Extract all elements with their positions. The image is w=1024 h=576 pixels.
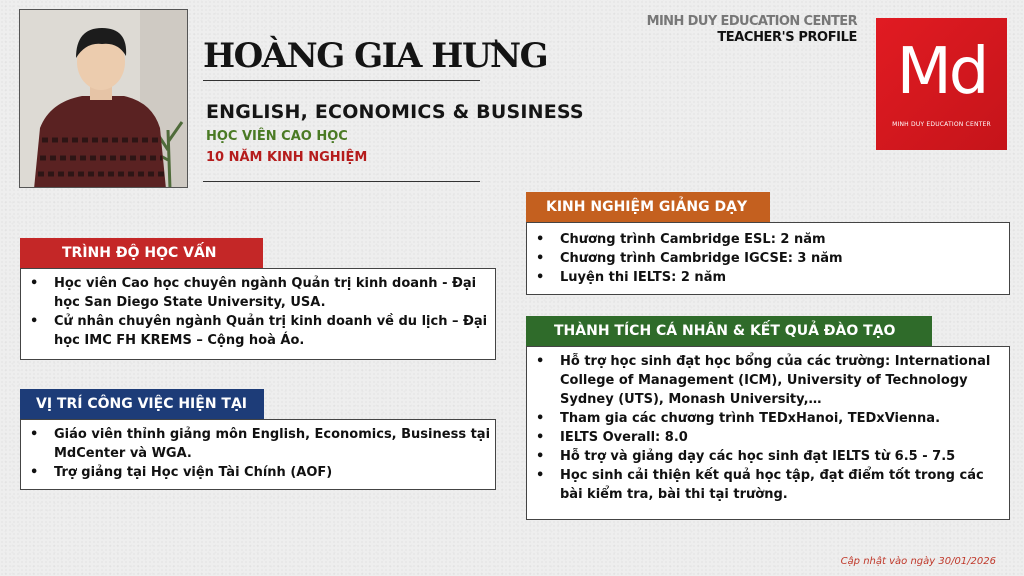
- achievement-item: • Tham gia các chương trình TEDxHanoi, TEDxVienna.: [560, 409, 999, 428]
- achievements-box: [526, 346, 1010, 520]
- logo-subtext: MINH DUY EDUCATION CENTER: [892, 121, 991, 128]
- teacher-experience-years: 10 NĂM KINH NGHIỆM: [206, 150, 368, 165]
- info-underline: [203, 181, 480, 182]
- education-box: [20, 268, 496, 360]
- current-position-header: VỊ TRÍ CÔNG VIỆC HIỆN TẠI: [20, 389, 264, 419]
- achievement-item: • Hỗ trợ học sinh đạt học bổng của các trường: International College of Management (ICM), University of Technology Sydney (UTS), Monash University,…: [560, 352, 999, 409]
- achievement-item: • IELTS Overall: 8.0: [560, 428, 999, 447]
- experience-item: • Luyện thi IELTS: 2 năm: [560, 268, 1009, 287]
- logo-text: Md: [896, 35, 987, 109]
- education-item: • Cử nhân chuyên ngành Quản trị kinh doanh về du lịch – Đại học IMC FH KREMS – Cộng hoà Áo.: [54, 312, 495, 350]
- center-name: MINH DUY EDUCATION CENTER: [646, 14, 857, 29]
- position-item: • Giáo viên thỉnh giảng môn English, Economics, Business tại MdCenter và WGA.: [54, 425, 495, 463]
- experience-item: • Chương trình Cambridge ESL: 2 năm: [560, 230, 1009, 249]
- teacher-subjects: ENGLISH, ECONOMICS & BUSINESS: [206, 101, 584, 123]
- page-title: TEACHER'S PROFILE: [717, 30, 857, 45]
- achievement-item: • Học sinh cải thiện kết quả học tập, đạt điểm tốt trong các bài kiểm tra, bài thi tại trường.: [560, 466, 999, 504]
- achievement-item: • Hỗ trợ và giảng dạy các học sinh đạt IELTS từ 6.5 - 7.5: [560, 447, 999, 466]
- md-logo: [876, 18, 1007, 150]
- teacher-name: HOÀNG GIA HƯNG: [203, 36, 548, 76]
- name-underline: [203, 80, 480, 81]
- education-header: TRÌNH ĐỘ HỌC VẤN: [20, 238, 263, 268]
- teacher-degree: HỌC VIÊN CAO HỌC: [206, 129, 348, 144]
- teaching-experience-box: [526, 222, 1010, 295]
- achievements-header: THÀNH TÍCH CÁ NHÂN & KẾT QUẢ ĐÀO TẠO: [526, 316, 932, 346]
- current-position-box: [20, 419, 496, 490]
- experience-item: • Chương trình Cambridge IGCSE: 3 năm: [560, 249, 1009, 268]
- position-item: • Trợ giảng tại Học viện Tài Chính (AOF): [54, 463, 495, 482]
- teaching-experience-header: KINH NGHIỆM GIẢNG DẠY: [526, 192, 770, 222]
- education-item: • Học viên Cao học chuyên ngành Quản trị kinh doanh - Đại học San Diego State University, USA.: [54, 274, 495, 312]
- teacher-photo: [19, 9, 188, 188]
- update-date: Cập nhật vào ngày 30/01/2026: [840, 556, 996, 567]
